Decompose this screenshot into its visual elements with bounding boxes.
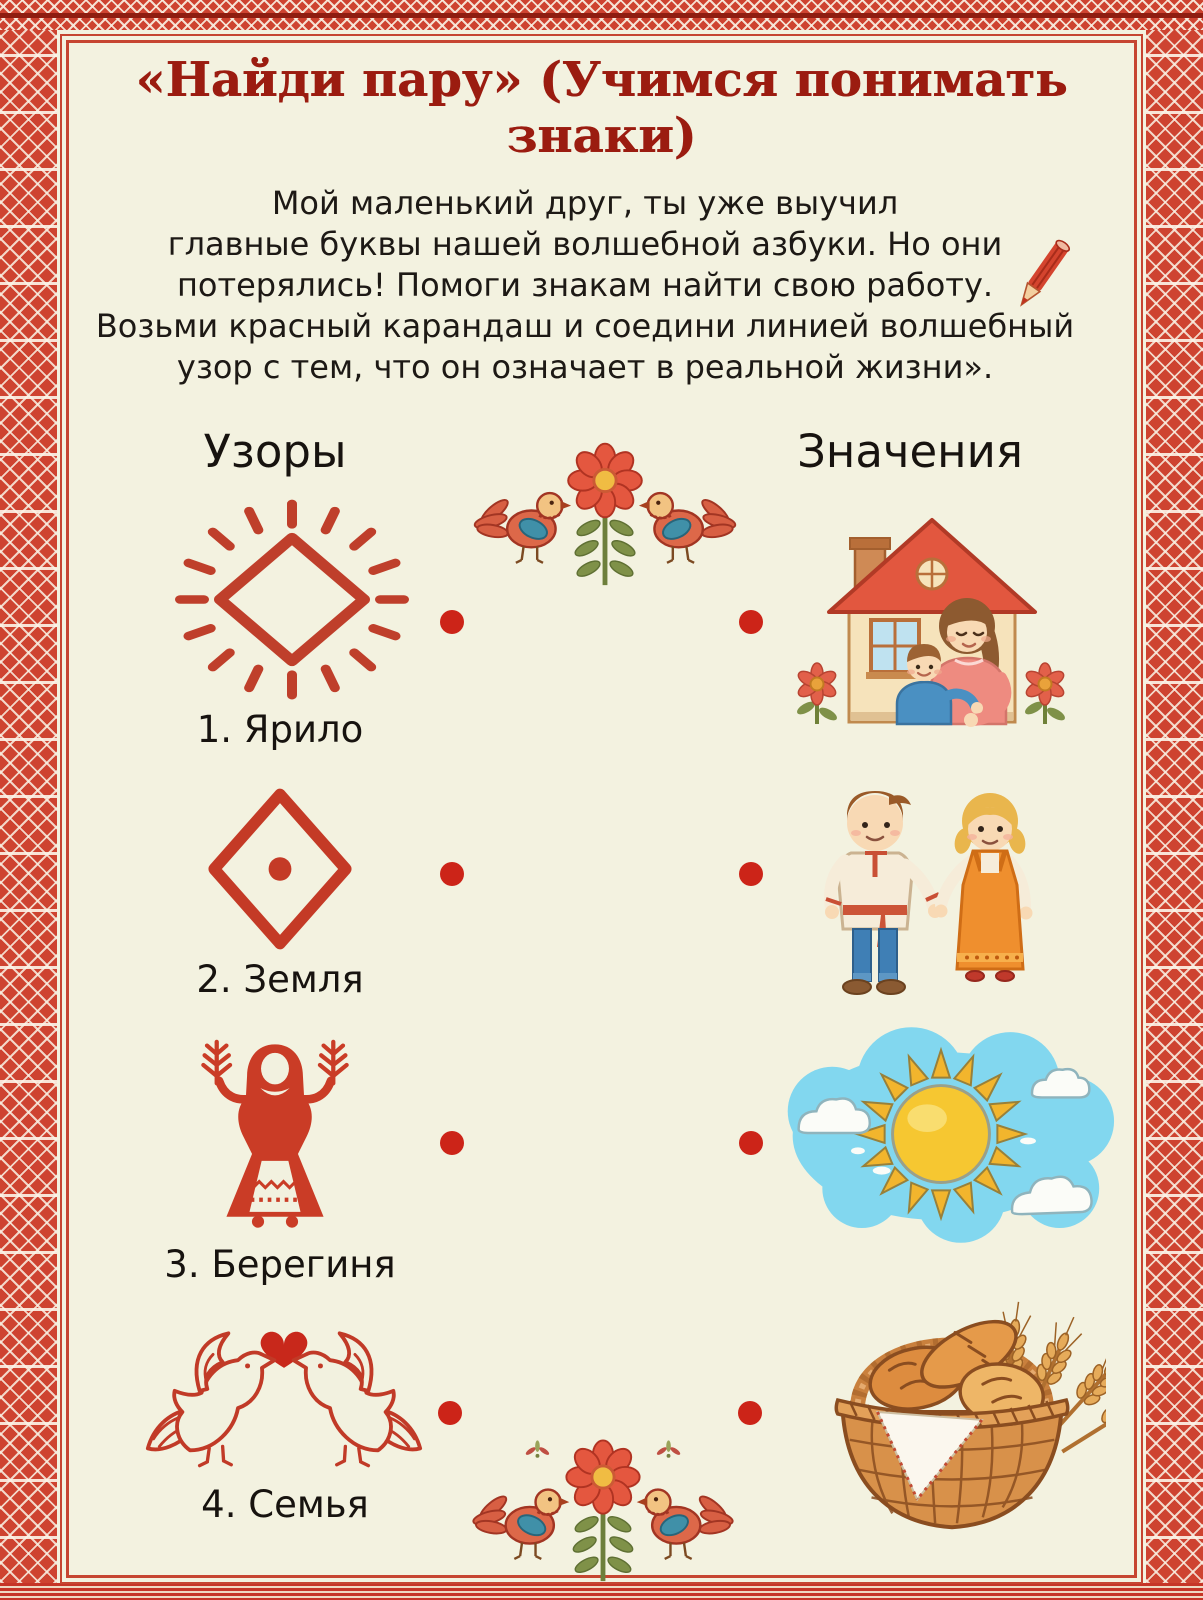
instructions-line: Возьми красный карандаш и соедини линией волшебный bbox=[95, 307, 1075, 345]
instructions-line: главные буквы нашей волшебной азбуки. Но они bbox=[167, 225, 1003, 263]
connector-dot-meaning-3[interactable] bbox=[739, 1131, 763, 1155]
red-pencil-icon bbox=[1028, 232, 1114, 332]
pattern-label-zemlya: 2. Земля bbox=[196, 958, 364, 1001]
connector-dot-pattern-3[interactable] bbox=[440, 1131, 464, 1155]
connector-dot-meaning-4[interactable] bbox=[738, 1401, 762, 1425]
connector-dot-pattern-4[interactable] bbox=[438, 1401, 462, 1425]
folk-border-left bbox=[0, 0, 57, 1600]
top-border-rule bbox=[0, 13, 1203, 18]
patterns-column-header: Узоры bbox=[203, 425, 347, 478]
pattern-label-semya: 4. Семья bbox=[201, 1483, 369, 1526]
birds-flower-ornament-bottom bbox=[448, 1425, 758, 1585]
folk-border-right bbox=[1146, 0, 1203, 1600]
instructions-line: потерялись! Помоги знакам найти свою работу. bbox=[176, 266, 994, 304]
pattern-label-yarilo: 1. Ярило bbox=[196, 708, 364, 751]
connector-dot-pattern-2[interactable] bbox=[440, 862, 464, 886]
bereginya-woman-figure-icon bbox=[190, 1030, 360, 1236]
connector-dot-pattern-1[interactable] bbox=[440, 610, 464, 634]
mother-and-child-at-house-illustration bbox=[787, 492, 1077, 737]
meanings-column-header: Значения bbox=[797, 425, 1023, 478]
pattern-label-bereginya: 3. Берегиня bbox=[164, 1243, 396, 1286]
connector-dot-meaning-2[interactable] bbox=[739, 862, 763, 886]
folk-border-bottom bbox=[0, 1583, 1203, 1600]
yarilo-rayed-diamond-icon bbox=[172, 497, 412, 702]
semya-doves-with-heart-icon bbox=[140, 1318, 428, 1481]
sun-with-clouds-illustration bbox=[763, 1022, 1119, 1250]
connector-dot-meaning-1[interactable] bbox=[739, 610, 763, 634]
instructions-text bbox=[85, 183, 1085, 388]
zemlya-diamond-with-dot-icon bbox=[204, 784, 356, 954]
instructions-line: узор с тем, что он означает в реальной жизни». bbox=[176, 348, 994, 386]
page-title: «Найди пару» (Учимся понимать знаки) bbox=[135, 52, 1068, 164]
woman-figure bbox=[935, 793, 1033, 981]
bread-basket-with-wheat-illustration bbox=[798, 1262, 1106, 1552]
man-figure bbox=[825, 791, 942, 994]
man-and-woman-holding-hands-illustration bbox=[795, 765, 1075, 1015]
instructions-line: Мой маленький друг, ты уже выучил bbox=[271, 184, 899, 222]
sun-disc bbox=[893, 1086, 990, 1183]
birds-flower-ornament-top bbox=[450, 428, 760, 593]
